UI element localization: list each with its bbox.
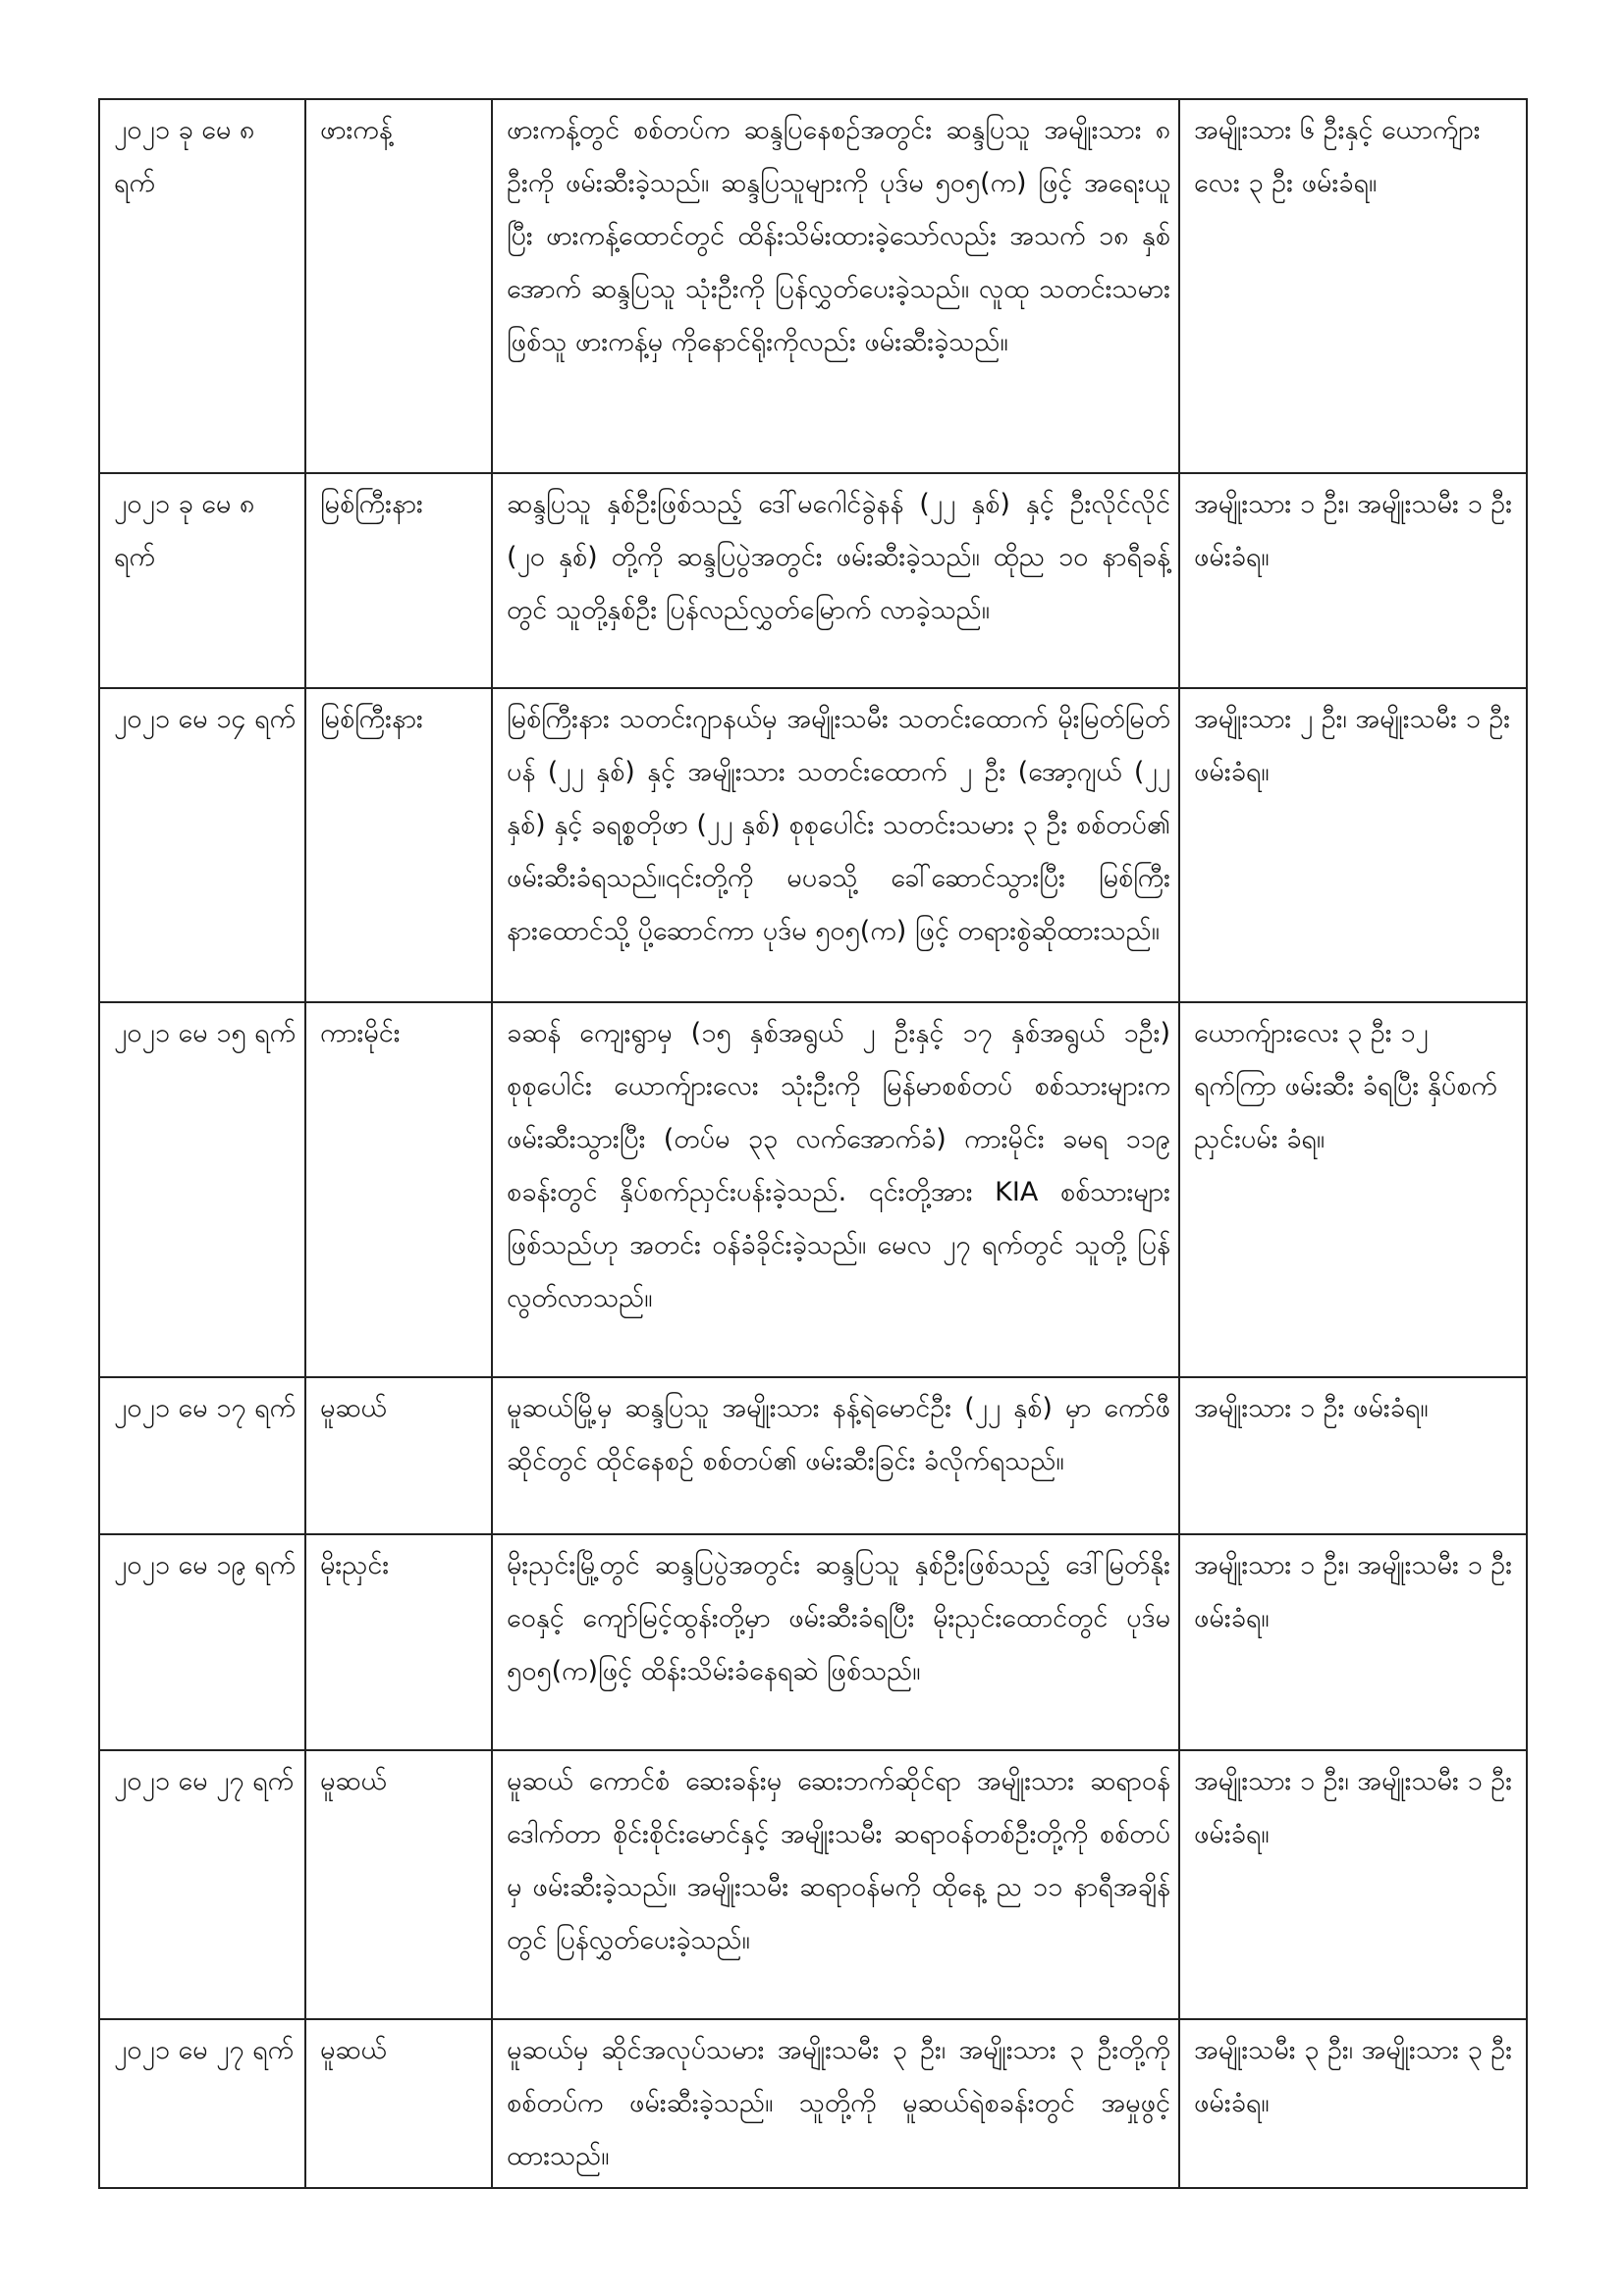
date-cell: ၂၀၂၁ မေ ၁၄ ရက် [99,688,305,1002]
result-cell: အမျိုးသမီး ၃ ဦး၊ အမျိုးသား ၃ ဦး ဖမ်းခံရ။ [1179,2019,1527,2188]
date-cell: ၂၀၂၁ ခု မေ ၈ ရက် [99,99,305,473]
table-row [99,1750,1527,2019]
description-cell: မူဆယ် ကောင်စံ ဆေးခန်းမှ ဆေးဘက်ဆိုင်ရာ အမျိုးသား ဆရာဝန် ဒေါက်တာ စိုင်းစိုင်းမောင်နှင့် အမျိုးသမီး ဆရာဝန်တစ်ဦးတို့ကို စစ်တပ်မှ ဖမ်းဆီးခဲ့သည်။ အမျိုးသမီး ဆရာဝန်မကို ထိုနေ့ ည ၁၁ နာရီအချိန်တွင် ပြန်လွှတ်ပေးခဲ့သည်။ [492,1750,1179,2019]
description-cell: မြစ်ကြီးနား သတင်းဂျာနယ်မှ အမျိုးသမီး သတင်းထောက် မိုးမြတ်မြတ်ပန် (၂၂ နှစ်) နှင့် အမျိုးသား သတင်းထောက် ၂ ဦး (အော့ဂျယ် (၂၂ နှစ်) နှင့် ခရစ္စတိုဖာ (၂၂ နှစ်) စုစုပေါင်း သတင်းသမား ၃ ဦး စစ်တပ်၏ ဖမ်းဆီးခံရသည်။၎င်းတို့ကို မပခသို့ ခေါ်ဆောင်သွားပြီး မြစ်ကြီးနားထောင်သို့ ပို့ဆောင်ကာ ပုဒ်မ ၅၀၅(က) ဖြင့် တရားစွဲဆိုထားသည်။ [492,688,1179,1002]
table-row [99,99,1527,473]
description-cell: မူဆယ်မှ ဆိုင်အလုပ်သမား အမျိုးသမီး ၃ ဦး၊ အမျိုးသား ၃ ဦးတို့ကို စစ်တပ်က ဖမ်းဆီးခဲ့သည်။ သူတို့ကို မူဆယ်ရဲစခန်းတွင် အမှုဖွင့်ထားသည်။ [492,2019,1179,2188]
result-cell: ယောက်ျားလေး ၃ ဦး ၁၂ ရက်ကြာ ဖမ်းဆီး ခံရပြီး နှိပ်စက်ညှင်းပမ်း ခံရ။ [1179,1002,1527,1377]
description-cell: ဖားကန့်တွင် စစ်တပ်က ဆန္ဒပြနေစဉ်အတွင်း ဆန္ဒပြသူ အမျိုးသား ၈ ဦးကို ဖမ်းဆီးခဲ့သည်။ ဆန္ဒပြသူများကို ပုဒ်မ ၅၀၅(က) ဖြင့် အရေးယူပြီး ဖားကန့်ထောင်တွင် ထိန်းသိမ်းထားခဲ့သော်လည်း အသက် ၁၈ နှစ်အောက် ဆန္ဒပြသူ သုံးဦးကို ပြန်လွှတ်ပေးခဲ့သည်။ လူထု သတင်းသမား ဖြစ်သူ ဖားကန့်မှ ကိုနောင်ရိုးကိုလည်း ဖမ်းဆီးခဲ့သည်။ [492,99,1179,473]
table-row [99,1377,1527,1534]
date-cell: ၂၀၂၁ မေ ၂၇ ရက် [99,1750,305,2019]
location-cell: ကားမိုင်း [305,1002,492,1377]
location-cell: ဖားကန့် [305,99,492,473]
incident-table-container [98,98,1526,2189]
location-cell: မြစ်ကြီးနား [305,688,492,1002]
table-row [99,1534,1527,1750]
result-cell: အမျိုးသား ၁ ဦး၊ အမျိုးသမီး ၁ ဦး ဖမ်းခံရ။ [1179,1534,1527,1750]
location-cell: မူဆယ် [305,2019,492,2188]
description-cell: ခဆန် ကျေးရွာမှ (၁၅ နှစ်အရွယ် ၂ ဦးနှင့် ၁၇ နှစ်အရွယ် ၁ဦး) စုစုပေါင်း ယောက်ျားလေး သုံးဦးကို မြန်မာစစ်တပ် စစ်သားများက ဖမ်းဆီးသွားပြီး (တပ်မ ၃၃ လက်အောက်ခံ) ကားမိုင်း ခမရ ၁၁၉ စခန်းတွင် နှိပ်စက်ညှင်းပန်းခဲ့သည်. ၎င်းတို့အား KIA စစ်သားများ ဖြစ်သည်ဟု အတင်း ဝန်ခံခိုင်းခဲ့သည်။ မေလ ၂၇ ရက်တွင် သူတို့ ပြန်လွတ်လာသည်။ [492,1002,1179,1377]
description-cell: မူဆယ်မြို့မှ ဆန္ဒပြသူ အမျိုးသား နန့်ရဲမောင်ဦး (၂၂ နှစ်) မှာ ကော်ဖီဆိုင်တွင် ထိုင်နေစဉ် စစ်တပ်၏ ဖမ်းဆီးခြင်း ခံလိုက်ရသည်။ [492,1377,1179,1534]
location-cell: မြစ်ကြီးနား [305,473,492,688]
location-cell: မူဆယ် [305,1750,492,2019]
result-cell: အမျိုးသား ၁ ဦး ဖမ်းခံရ။ [1179,1377,1527,1534]
table-row [99,1002,1527,1377]
result-cell: အမျိုးသား ၂ ဦး၊ အမျိုးသမီး ၁ ဦး ဖမ်းခံရ။ [1179,688,1527,1002]
result-cell: အမျိုးသား ၆ ဦးနှင့် ယောက်ျားလေး ၃ ဦး ဖမ်းခံရ။ [1179,99,1527,473]
location-cell: မူဆယ် [305,1377,492,1534]
table-row [99,688,1527,1002]
table-row [99,473,1527,688]
date-cell: ၂၀၂၁ မေ ၁၅ ရက် [99,1002,305,1377]
result-cell: အမျိုးသား ၁ ဦး၊ အမျိုးသမီး ၁ ဦး ဖမ်းခံရ။ [1179,1750,1527,2019]
location-cell: မိုးညှင်း [305,1534,492,1750]
table-row [99,2019,1527,2188]
incident-table [98,98,1528,2189]
date-cell: ၂၀၂၁ ခု မေ ၈ ရက် [99,473,305,688]
date-cell: ၂၀၂၁ မေ ၁၇ ရက် [99,1377,305,1534]
result-cell: အမျိုးသား ၁ ဦး၊ အမျိုးသမီး ၁ ဦး ဖမ်းခံရ။ [1179,473,1527,688]
date-cell: ၂၀၂၁ မေ ၂၇ ရက် [99,2019,305,2188]
description-cell: မိုးညှင်းမြို့တွင် ဆန္ဒပြပွဲအတွင်း ဆန္ဒပြသူ နှစ်ဦးဖြစ်သည့် ဒေါ်မြတ်နိုးဝေနှင့် ကျော်မြင့်ထွန်းတို့မှာ ဖမ်းဆီးခံရပြီး မိုးညှင်းထောင်တွင် ပုဒ်မ ၅၀၅(က)ဖြင့် ထိန်းသိမ်းခံနေရဆဲ ဖြစ်သည်။ [492,1534,1179,1750]
description-cell: ဆန္ဒပြသူ နှစ်ဦးဖြစ်သည့် ဒေါ်မဂေါင်ခွဲနန် (၂၂ နှစ်) နှင့် ဦးလိုင်လိုင် (၂၀ နှစ်) တို့ကို ဆန္ဒပြပွဲအတွင်း ဖမ်းဆီးခဲ့သည်။ ထိုည ၁၀ နာရီခန့်တွင် သူတို့နှစ်ဦး ပြန်လည်လွှတ်မြောက် လာခဲ့သည်။ [492,473,1179,688]
date-cell: ၂၀၂၁ မေ ၁၉ ရက် [99,1534,305,1750]
